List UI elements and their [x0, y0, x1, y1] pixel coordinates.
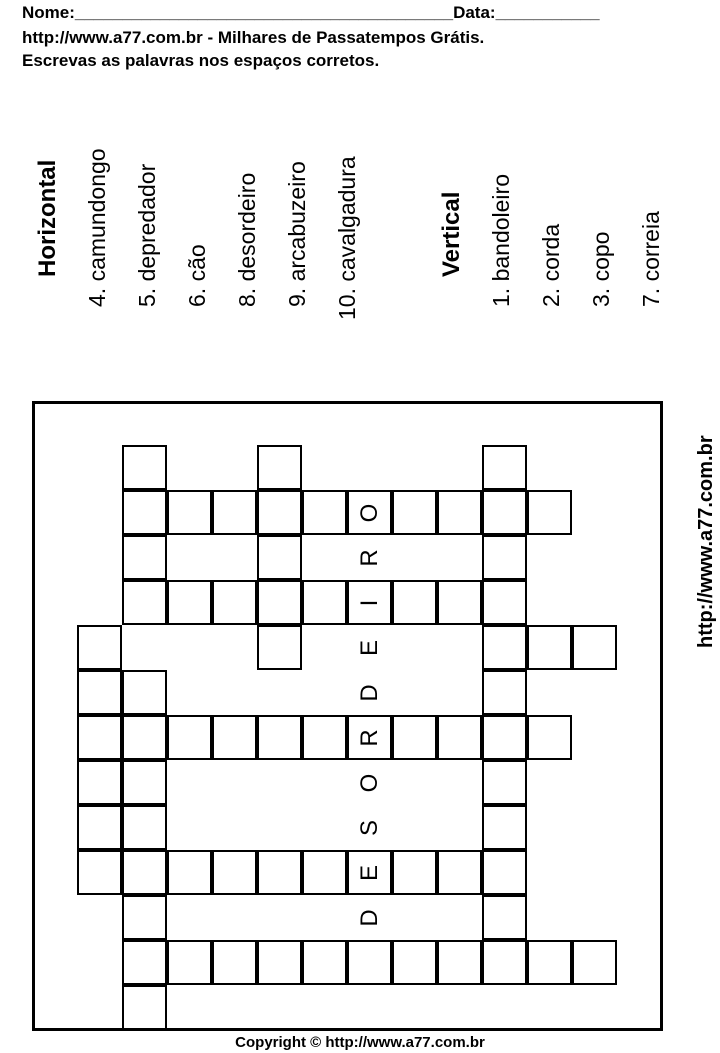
- side-url: http://www.a77.com.br: [695, 435, 717, 648]
- grid-cell[interactable]: [212, 940, 257, 985]
- grid-cell[interactable]: [77, 805, 122, 850]
- grid-cell[interactable]: [212, 850, 257, 895]
- clue-horizontal-4: 4. camundongo: [84, 148, 110, 307]
- instruction-text: Escrevas as palavras nos espaços corretos.: [22, 51, 380, 70]
- clue-horizontal-8: 8. desordeiro: [234, 172, 260, 307]
- grid-cell[interactable]: [302, 715, 347, 760]
- vertical-title: Vertical: [438, 191, 465, 277]
- grid-cell[interactable]: [482, 445, 527, 490]
- clue-horizontal-6: 6. cão: [184, 244, 210, 307]
- grid-cell[interactable]: [257, 445, 302, 490]
- grid-cell[interactable]: [212, 490, 257, 535]
- grid-cell[interactable]: [572, 940, 617, 985]
- grid-cell[interactable]: [482, 490, 527, 535]
- grid-cell[interactable]: [347, 940, 392, 985]
- grid-cell[interactable]: [392, 715, 437, 760]
- grid-cell[interactable]: [167, 580, 212, 625]
- grid-cell[interactable]: [167, 490, 212, 535]
- grid-cell[interactable]: [302, 850, 347, 895]
- grid-cell[interactable]: [257, 625, 302, 670]
- grid-cell[interactable]: [482, 940, 527, 985]
- date-field[interactable]: Data:___________: [453, 3, 600, 22]
- horizontal-title: Horizontal: [34, 159, 61, 277]
- grid-cell[interactable]: [302, 580, 347, 625]
- grid-cell[interactable]: [482, 535, 527, 580]
- grid-cell[interactable]: [122, 445, 167, 490]
- grid-cell[interactable]: [122, 985, 167, 1030]
- grid-cell[interactable]: [257, 580, 302, 625]
- grid-cell[interactable]: [122, 670, 167, 715]
- grid-cell[interactable]: [77, 625, 122, 670]
- grid-cell[interactable]: [122, 940, 167, 985]
- grid-cell[interactable]: [482, 850, 527, 895]
- grid-cell[interactable]: [122, 805, 167, 850]
- prefilled-letter: S: [355, 819, 383, 836]
- grid-cell[interactable]: [122, 490, 167, 535]
- grid-cell[interactable]: [527, 715, 572, 760]
- grid-cell[interactable]: [122, 895, 167, 940]
- grid-cell[interactable]: [257, 850, 302, 895]
- grid-cell[interactable]: [302, 940, 347, 985]
- grid-cell[interactable]: [482, 715, 527, 760]
- grid-cell[interactable]: [77, 670, 122, 715]
- clue-horizontal-10: 10. cavalgadura: [334, 156, 360, 320]
- grid-cell[interactable]: [437, 715, 482, 760]
- prefilled-letter: O: [355, 773, 383, 792]
- grid-cell[interactable]: [482, 670, 527, 715]
- grid-cell[interactable]: [527, 490, 572, 535]
- grid-cell[interactable]: [257, 490, 302, 535]
- grid-cell[interactable]: [437, 940, 482, 985]
- prefilled-letter: O: [355, 503, 383, 522]
- grid-cell[interactable]: [212, 580, 257, 625]
- grid-cell[interactable]: [122, 715, 167, 760]
- grid-cell[interactable]: [122, 850, 167, 895]
- grid-cell[interactable]: [167, 715, 212, 760]
- clue-vertical-3: 3. copo: [588, 231, 614, 307]
- grid-cell[interactable]: [437, 850, 482, 895]
- copyright: Copyright © http://www.a77.com.br: [235, 1034, 485, 1051]
- grid-cell[interactable]: [572, 625, 617, 670]
- prefilled-letter: E: [355, 864, 383, 881]
- site-line: http://www.a77.com.br - Milhares de Passatempos Grátis.: [22, 28, 485, 47]
- prefilled-letter: R: [355, 728, 383, 747]
- grid-cell[interactable]: [77, 760, 122, 805]
- grid-cell[interactable]: [527, 940, 572, 985]
- prefilled-letter: I: [355, 599, 383, 606]
- clue-vertical-1: 1. bandoleiro: [488, 174, 514, 307]
- grid-cell[interactable]: [437, 580, 482, 625]
- grid-cell[interactable]: [392, 850, 437, 895]
- grid-cell[interactable]: [77, 715, 122, 760]
- grid-cell[interactable]: [302, 490, 347, 535]
- grid-cell[interactable]: [257, 940, 302, 985]
- grid-cell[interactable]: [167, 940, 212, 985]
- grid-cell[interactable]: [482, 760, 527, 805]
- clue-horizontal-9: 9. arcabuzeiro: [284, 161, 310, 307]
- grid-cell[interactable]: [122, 760, 167, 805]
- grid-cell[interactable]: [122, 535, 167, 580]
- grid-cell[interactable]: [527, 625, 572, 670]
- grid-cell[interactable]: [482, 895, 527, 940]
- grid-cell[interactable]: [482, 805, 527, 850]
- name-field[interactable]: Nome:________________________________________: [22, 3, 454, 22]
- grid-cell[interactable]: [257, 715, 302, 760]
- prefilled-letter: D: [355, 683, 383, 702]
- grid-cell[interactable]: [437, 490, 482, 535]
- clue-horizontal-5: 5. depredador: [134, 163, 160, 307]
- prefilled-letter: E: [355, 639, 383, 656]
- prefilled-letter: D: [355, 908, 383, 927]
- grid-cell[interactable]: [392, 580, 437, 625]
- grid-cell[interactable]: [482, 625, 527, 670]
- grid-cell[interactable]: [482, 580, 527, 625]
- grid-cell[interactable]: [167, 850, 212, 895]
- grid-cell[interactable]: [257, 535, 302, 580]
- clue-vertical-2: 2. corda: [538, 223, 564, 307]
- grid-cell[interactable]: [77, 850, 122, 895]
- grid-cell[interactable]: [212, 715, 257, 760]
- grid-cell[interactable]: [392, 490, 437, 535]
- prefilled-letter: R: [355, 548, 383, 567]
- grid-cell[interactable]: [392, 940, 437, 985]
- clue-vertical-7: 7. correia: [638, 211, 664, 307]
- grid-cell[interactable]: [122, 580, 167, 625]
